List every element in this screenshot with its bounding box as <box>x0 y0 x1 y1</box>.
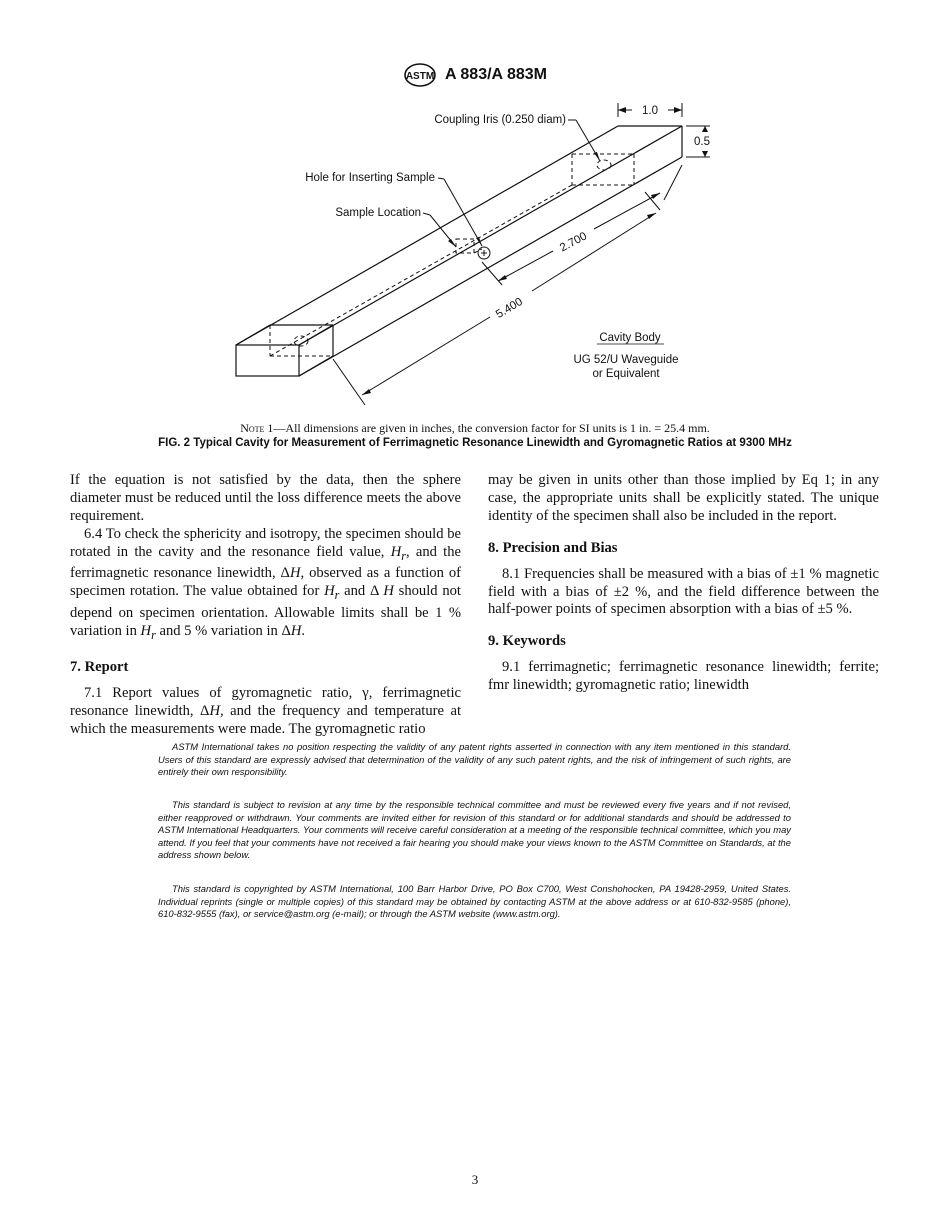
paragraph-7-1: 7.1 Report values of gyromagnetic ratio, γ, ferrimagnetic resonance linewidth, ΔH, and the frequency and temperature at which the measurements were made. The gyromagnetic ratio <box>70 684 461 737</box>
dim-half-length: 2.700 <box>558 230 590 255</box>
right-column <box>488 472 879 695</box>
dim-width: 1.0 <box>642 105 658 117</box>
label-waveguide: UG 52/U Waveguide <box>573 354 679 366</box>
label-coupling-iris: Coupling Iris (0.250 diam) <box>434 114 566 126</box>
figure-note: Note 1—All dimensions are given in inches, the conversion factor for SI units is 1 in. = 25.4 mm. <box>240 421 710 435</box>
document-designation: A 883/A 883M <box>445 66 547 83</box>
legal-patent-notice: ASTM International takes no position respecting the validity of any patent rights asserted in connection with any item mentioned in this standard. Users of this standard are expressly advised that determination of the validity of any such patent rights, and the risk of infringement of such rights, are entirely their own responsibility. <box>158 741 791 778</box>
cavity-figure <box>220 95 740 415</box>
label-cavity-body: Cavity Body <box>599 332 661 344</box>
astm-logo-icon <box>403 62 437 88</box>
left-column <box>70 472 461 739</box>
figure-caption: FIG. 2 Typical Cavity for Measurement of Ferrimagnetic Resonance Linewidth and Gyromagnetic Ratios at 9300 MHz <box>158 437 792 449</box>
paragraph-sphere: If the equation is not satisfied by the data, then the sphere diameter must be reduced until the loss difference meets the above requirement. <box>70 472 461 524</box>
paragraph-8-1: 8.1 Frequencies shall be measured with a bias of ±1 % magnetic field with a bias of ±2 %, and the field difference between the half-power points of specimen absorption with a bias of ±5 %. <box>488 565 879 618</box>
svg-text:ASTM: ASTM <box>405 71 435 82</box>
paragraph-6-4: 6.4 To check the sphericity and isotropy, the specimen should be rotated in the cavity and the resonance field value, $H_r$, and the ferrimagnetic resonance linewidth, ΔH, observed as a function of specimen rotation. The value obtained for $H_r$ and Δ H should not depend on specimen orientation. Allowable limits shall be 1 % variation in $H_r$ and 5 % variation in ΔH. <box>70 525 462 642</box>
legal-copyright-notice: This standard is copyrighted by ASTM International, 100 Barr Harbor Drive, PO Box C700, West Conshohocken, PA 19428-2959, United States. Individual reprints (single or multiple copies) of this standard may be obtained by contacting ASTM at the above address or at 610-832-9585 (phone), 610-832-9555 (fax), or service@astm.org (e-mail); or through the ASTM website (www.astm.org). <box>158 883 791 920</box>
dim-height: 0.5 <box>694 136 710 148</box>
label-equivalent: or Equivalent <box>592 368 660 380</box>
legal-revision-notice: This standard is subject to revision at any time by the responsible technical committee and must be reviewed every five years and if not revised, either reapproved or withdrawn. Your comments are invited either for revision of this standard or for additional standards and should be addressed to ASTM International Headquarters. Your comments will receive careful consideration at a meeting of the responsible technical committee, which you may attend. If you feel that your comments have not received a fair hearing you should make your views known to the ASTM Committee on Standards, at the address shown below. <box>158 799 791 861</box>
heading-report: 7. Report <box>70 658 129 675</box>
page-number: 3 <box>471 1172 479 1187</box>
label-sample-location: Sample Location <box>335 207 421 219</box>
waveguide-front-face <box>236 345 299 376</box>
heading-keywords: 9. Keywords <box>488 633 566 650</box>
heading-precision-bias: 8. Precision and Bias <box>488 539 618 556</box>
paragraph-9-1: 9.1 ferrimagnetic; ferrimagnetic resonance linewidth; ferrite; fmr linewidth; gyromagnetic ratio; linewidth <box>488 659 879 694</box>
label-hole: Hole for Inserting Sample <box>305 172 435 184</box>
paragraph-units: may be given in units other than those implied by Eq 1; in any case, the appropriate units shall be explicitly stated. The unique identity of the specimen shall also be included in the report. <box>488 472 879 524</box>
dim-full-length: 5.400 <box>494 295 525 321</box>
page-header <box>0 62 950 88</box>
